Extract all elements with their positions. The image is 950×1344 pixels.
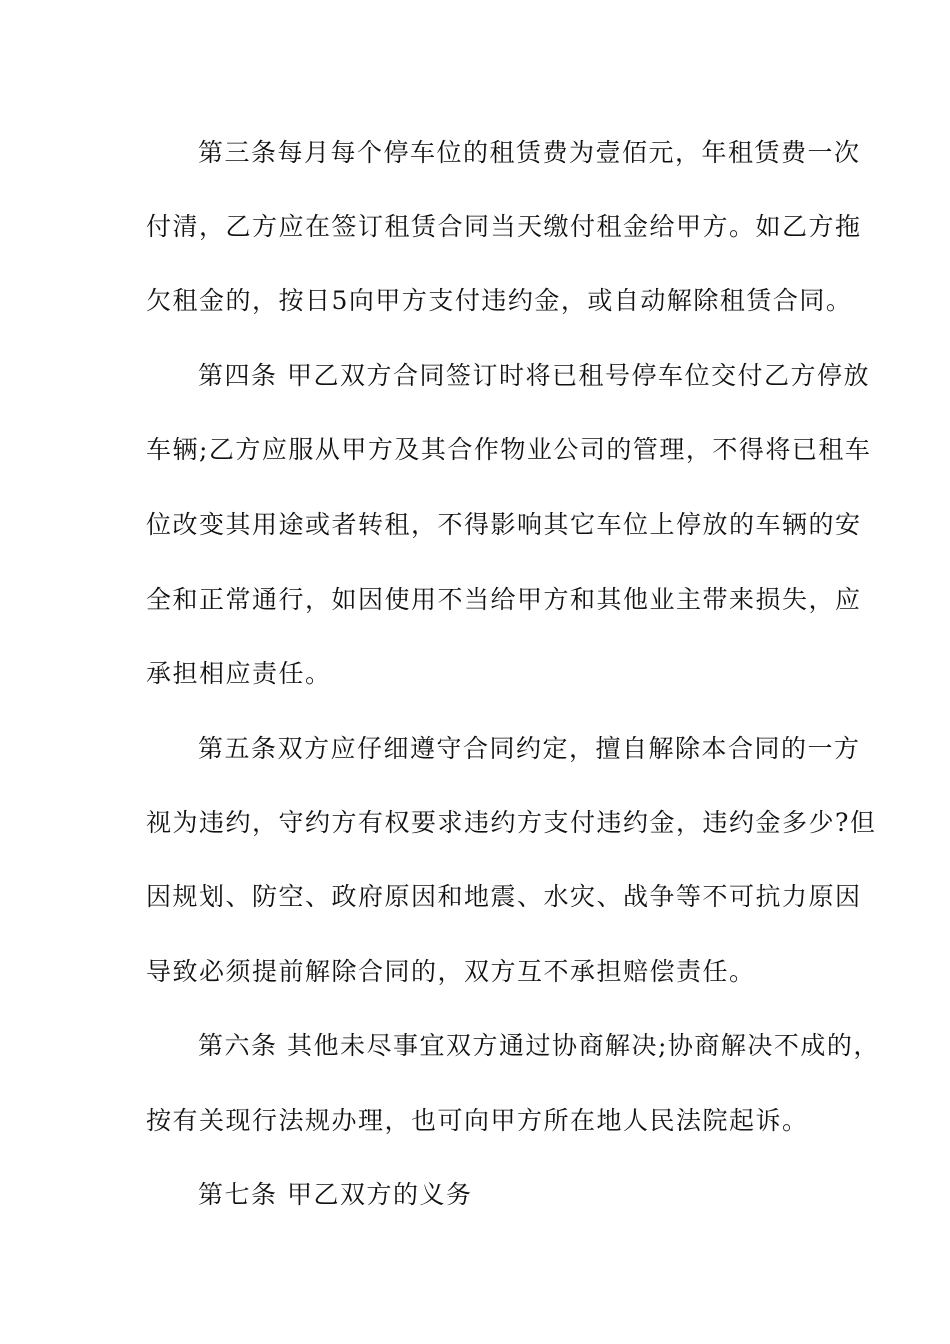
text-line: 第四条 甲乙双方合同签订时将已租号停车位交付乙方停放: [198, 361, 870, 390]
text-line: 第三条每月每个停车位的租赁费为壹佰元，年租赁费一次: [198, 138, 861, 167]
text-line: 因规划、防空、政府原因和地震、水灾、战争等不可抗力原因: [146, 882, 862, 911]
text-line: 付清，乙方应在签订租赁合同当天缴付租金给甲方。如乙方拖: [146, 212, 862, 241]
text-line: 导致必须提前解除合同的，双方互不承担赔偿责任。: [146, 957, 756, 986]
section-heading: 第七条 甲乙双方的义务: [198, 1180, 473, 1209]
text-line: 车辆;乙方应服从甲方及其合作物业公司的管理，不得将已租车: [146, 435, 872, 464]
text-line: 第五条双方应仔细遵守合同约定，擅自解除本合同的一方: [198, 734, 861, 763]
text-line: 欠租金的，按日5向甲方支付违约金，或自动解除租赁合同。: [146, 286, 853, 315]
text-line: 位改变其用途或者转租，不得影响其它车位上停放的车辆的安: [146, 510, 862, 539]
text-line: 全和正常通行，如因使用不当给甲方和其他业主带来损失，应: [146, 585, 862, 614]
text-line: 按有关现行法规办理，也可向甲方所在地人民法院起诉。: [146, 1106, 809, 1135]
text-line: 第六条 其他未尽事宜双方通过协商解决;协商解决不成的，: [198, 1031, 880, 1060]
text-line: 视为违约，守约方有权要求违约方支付违约金，违约金多少?但: [146, 808, 877, 837]
text-line: 承担相应责任。: [146, 659, 332, 688]
